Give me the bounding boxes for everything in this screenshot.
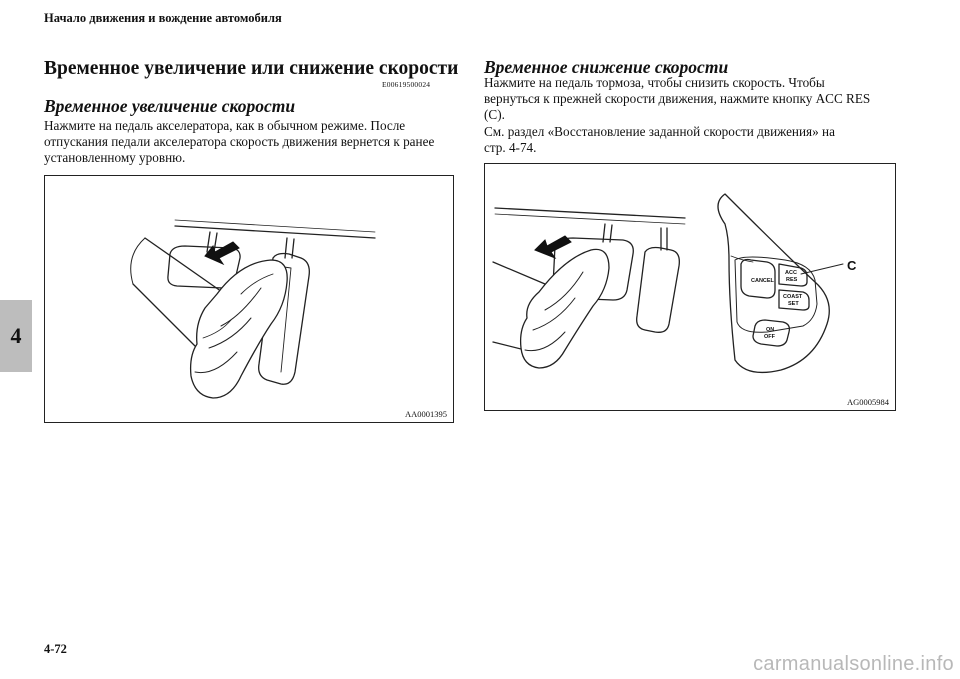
right-subtitle: Временное снижение скорости <box>484 57 729 77</box>
section-code: E00619500024 <box>382 80 431 89</box>
acc-label: ACC <box>785 270 797 276</box>
press-arrow-icon <box>205 242 239 264</box>
left-line-1: Нажмите на педаль акселератора, как в обычном режиме. После <box>44 118 406 133</box>
on-label: ON <box>766 327 775 333</box>
right-line-1: Нажмите на педаль тормоза, чтобы снизить скорость. Чтобы <box>484 75 825 90</box>
left-line-2: отпускания педали акселератора скорость движения вернется к ранее <box>44 134 435 150</box>
chapter-tab <box>0 300 32 372</box>
figure-accelerator <box>44 175 454 423</box>
press-arrow-icon <box>535 236 571 258</box>
coast-label: COAST <box>783 294 803 300</box>
off-label: OFF <box>764 334 775 340</box>
running-header: Начало движения и вождение автомобиля <box>44 11 282 25</box>
figure-code-left: AA0001395 <box>404 409 447 419</box>
chapter-number: 4 <box>10 323 22 348</box>
res-label: RES <box>786 277 798 283</box>
right-line-3: (C). <box>484 107 505 123</box>
accelerator-pedal-illustration <box>45 176 453 422</box>
brake-and-steering-illustration <box>485 164 895 410</box>
page-number: 4-72 <box>44 642 67 656</box>
figure-brake-steering <box>484 163 896 411</box>
left-paragraph <box>44 118 464 167</box>
cancel-label: CANCEL <box>751 278 774 284</box>
callout-c-label: C <box>847 258 857 273</box>
right-line-4: См. раздел «Восстановление заданной скорости движения» на <box>484 123 835 139</box>
right-paragraph <box>484 75 914 156</box>
watermark: carmanualsonline.info <box>753 653 954 675</box>
left-subtitle: Временное увеличение скорости <box>44 96 296 116</box>
right-line-2: вернуться к прежней скорости движения, нажмите кнопку ACC RES <box>484 91 871 107</box>
figure-code-right: AG0005984 <box>846 397 889 407</box>
set-label: SET <box>788 301 799 307</box>
section-title: Временное увеличение или снижение скорости <box>44 58 459 79</box>
left-line-3: установленному уровню. <box>44 150 186 166</box>
right-line-5: стр. 4-74. <box>484 139 537 155</box>
